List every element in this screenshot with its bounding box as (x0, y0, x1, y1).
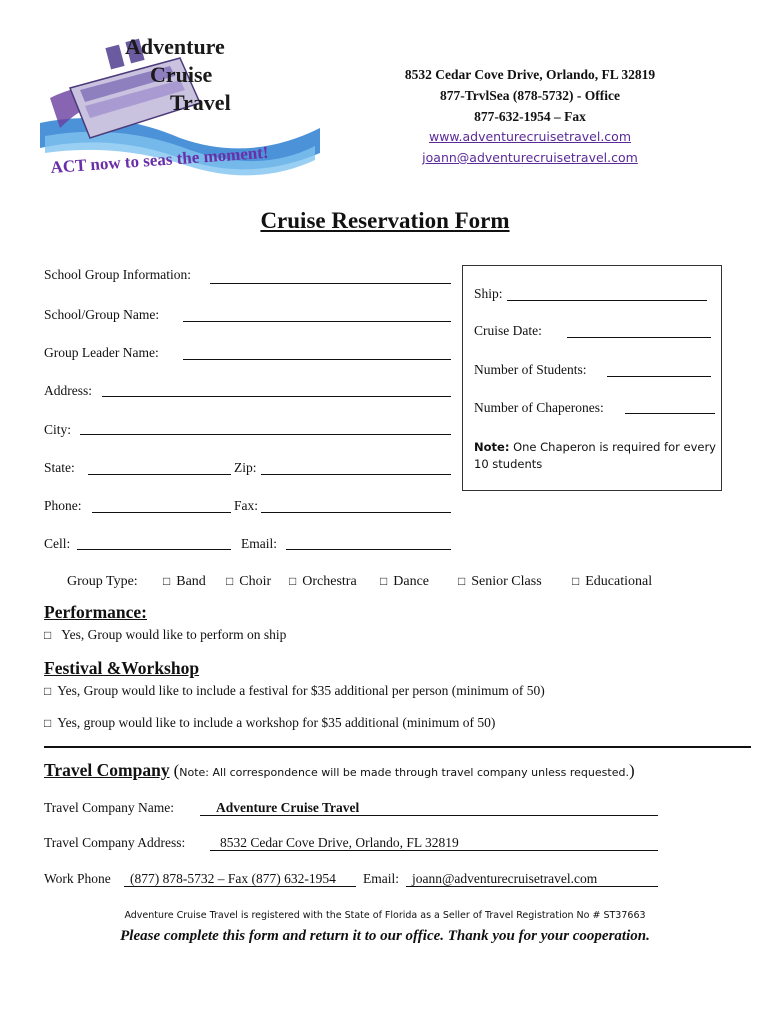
form-title: Cruise Reservation Form (260, 208, 510, 233)
cell-label: Cell: (44, 536, 71, 551)
travel-company-email-value: joann@adventurecruisetravel.com (412, 871, 598, 886)
group-type-orchestra[interactable] (289, 574, 357, 590)
zip-field[interactable] (261, 474, 451, 475)
section-divider (44, 746, 751, 748)
travel-company-name-label: Travel Company Name: (44, 800, 174, 815)
performance-heading: Performance: (44, 602, 147, 622)
group-leader-name-field[interactable] (183, 359, 451, 360)
cell-field[interactable] (77, 549, 231, 550)
checkbox-icon[interactable]: □ (572, 574, 580, 588)
school-group-name-label: School/Group Name: (44, 307, 160, 322)
checkbox-icon[interactable]: □ (44, 628, 52, 642)
note-label: Note: (474, 440, 510, 454)
performance-option-label: Yes, Group would like to perform on ship (61, 627, 287, 642)
festival-option[interactable] (44, 683, 545, 699)
checkbox-icon[interactable]: □ (289, 574, 297, 588)
contact-fax: 877-632-1954 – Fax (474, 109, 586, 124)
group-leader-name-label: Group Leader Name: (44, 345, 159, 360)
group-type-dance[interactable] (380, 574, 429, 590)
address-field[interactable] (102, 396, 451, 397)
phone-label: Phone: (44, 498, 82, 513)
workshop-option-label: Yes, group would like to include a workshop for $35 additional (minimum of 50) (57, 715, 496, 730)
group-type-choir[interactable] (226, 574, 271, 590)
school-group-info-label: School Group Information: (44, 267, 191, 282)
work-phone-value: (877) 878-5732 – Fax (877) 632-1954 (130, 871, 336, 886)
num-chaperones-field[interactable] (625, 413, 715, 414)
travel-company-name-value: Adventure Cruise Travel (216, 800, 360, 815)
logo-name-line2: Cruise (150, 62, 213, 87)
website-link[interactable]: www.adventurecruisetravel.com (428, 129, 632, 144)
school-group-name-field[interactable] (183, 321, 451, 322)
fax-field[interactable] (261, 512, 451, 513)
checkbox-icon[interactable]: □ (380, 574, 388, 588)
email-label: Email: (241, 536, 277, 551)
group-type-orchestra-label: Orchestra (302, 574, 357, 589)
city-field[interactable] (80, 434, 451, 435)
group-type-senior-class-label: Senior Class (471, 574, 542, 589)
ship-field[interactable] (507, 300, 707, 301)
travel-company-note-close: ) (628, 761, 635, 780)
travel-company-header (44, 760, 635, 781)
group-type-label: Group Type: (67, 574, 138, 589)
checkbox-icon[interactable]: □ (163, 574, 171, 588)
chaperone-note (474, 439, 716, 473)
email-field[interactable] (286, 549, 451, 550)
festival-workshop-heading: Festival &Workshop (44, 658, 200, 678)
group-type-senior-class[interactable] (458, 574, 542, 590)
zip-label: Zip: (234, 460, 257, 475)
travel-company-email-label: Email: (363, 871, 399, 886)
note-text: One Chaperon is required for every 10 students (474, 440, 716, 471)
checkbox-icon[interactable]: □ (226, 574, 234, 588)
performance-option[interactable] (44, 627, 286, 643)
travel-company-note-open: ( (173, 761, 180, 780)
travel-company-note: Note: All correspondence will be made through travel company unless requested. (179, 766, 629, 779)
group-type-educational-label: Educational (585, 574, 653, 589)
school-group-info-field[interactable] (210, 283, 451, 284)
work-phone-label: Work Phone (44, 871, 111, 886)
group-type-educational[interactable] (572, 574, 652, 590)
address-label: Address: (44, 383, 92, 398)
ship-label: Ship: (474, 286, 503, 301)
workshop-option[interactable] (44, 715, 495, 731)
num-chaperones-label: Number of Chaperones: (474, 400, 604, 415)
num-students-label: Number of Students: (474, 362, 587, 377)
registration-notice: Adventure Cruise Travel is registered with the State of Florida as a Seller of Travel Registration No # ST37663 (124, 910, 646, 921)
travel-company-heading: Travel Company (44, 760, 170, 780)
group-type-band-label: Band (176, 574, 206, 589)
cruise-date-label: Cruise Date: (474, 323, 542, 338)
phone-field[interactable] (92, 512, 231, 513)
contact-office-phone: 877-TrvlSea (878-5732) - Office (439, 88, 621, 103)
checkbox-icon[interactable]: □ (458, 574, 466, 588)
group-type-choir-label: Choir (239, 574, 272, 589)
cruise-date-field[interactable] (567, 337, 711, 338)
festival-option-label: Yes, Group would like to include a festival for $35 additional per person (minimum of 50) (57, 683, 545, 698)
city-label: City: (44, 422, 72, 437)
num-students-field[interactable] (607, 376, 711, 377)
email-link[interactable]: joann@adventurecruisetravel.com (422, 150, 638, 165)
checkbox-icon[interactable]: □ (44, 684, 52, 698)
travel-company-address-value: 8532 Cedar Cove Drive, Orlando, FL 32819 (220, 835, 459, 850)
checkbox-icon[interactable]: □ (44, 716, 52, 730)
logo-name-line1: Adventure (125, 34, 225, 59)
travel-company-address-label: Travel Company Address: (44, 835, 186, 850)
group-type-band[interactable] (163, 574, 206, 590)
company-logo (30, 28, 330, 193)
logo-tagline: ACT now to seas the moment! (50, 142, 270, 177)
state-field[interactable] (88, 474, 231, 475)
logo-name-line3: Travel (170, 90, 231, 115)
contact-address: 8532 Cedar Cove Drive, Orlando, FL 32819 (404, 67, 656, 82)
group-type-dance-label: Dance (393, 574, 430, 589)
fax-label: Fax: (234, 498, 259, 513)
state-label: State: (44, 460, 75, 475)
closing-instruction: Please complete this form and return it to our office. Thank you for your cooperation. (120, 928, 650, 944)
